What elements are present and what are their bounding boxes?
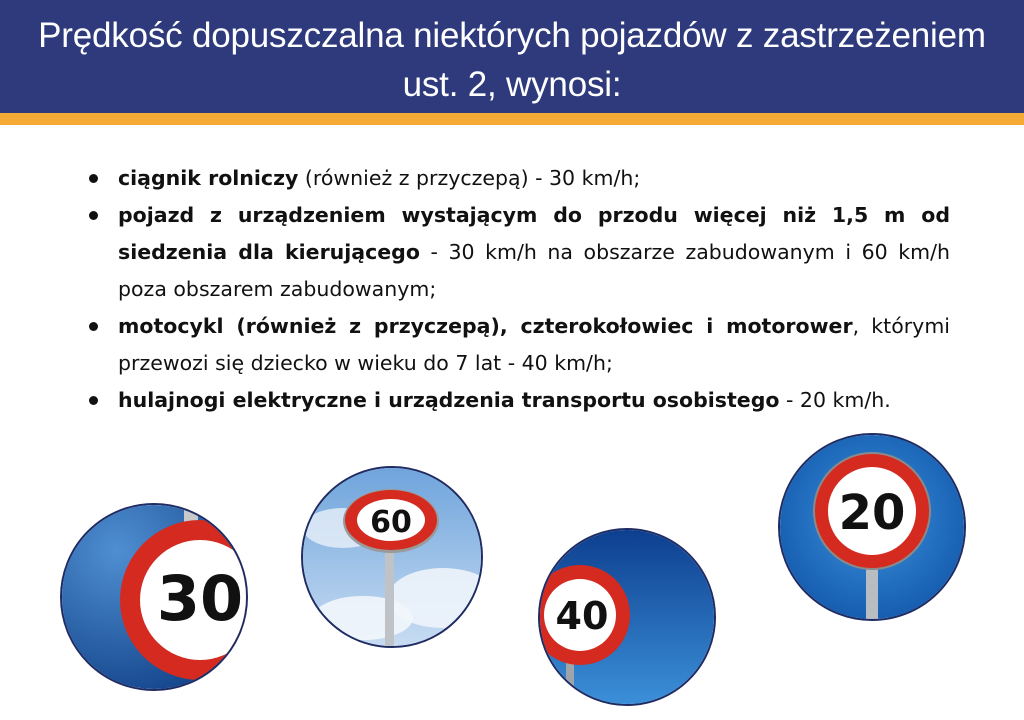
speed-sign-photo-30 (60, 503, 248, 691)
header-bar (0, 0, 1024, 113)
speed-sign-40-icon (540, 530, 714, 704)
speed-sign-60-icon (303, 468, 481, 646)
bullet-icon (89, 322, 98, 331)
bullet-icon (89, 396, 98, 405)
sign-number: 30 (156, 562, 244, 635)
list-item (88, 197, 950, 308)
bullet-list (88, 160, 950, 419)
sign-number: 40 (555, 594, 609, 638)
item-bold-text: ciągnik rolniczy (118, 166, 299, 190)
speed-limit-list (88, 160, 950, 419)
speed-sign-photo-60 (301, 466, 483, 648)
speed-sign-photo-20 (778, 433, 966, 621)
list-item (88, 308, 950, 382)
list-item (88, 382, 950, 419)
item-bold-text: pojazd z urządzeniem wystającym do przodu więcej niż 1,5 m od siedzenia dla kierującego (118, 203, 950, 264)
item-text: , którymi przewozi się dziecko w wieku do 7 lat - 40 km/h; (118, 314, 950, 375)
speed-sign-30-icon (62, 505, 246, 689)
item-bold-text: motocykl (również z przyczepą), czterokołowiec i motorower (118, 314, 853, 338)
bullet-icon (89, 211, 98, 220)
bullet-icon (89, 174, 98, 183)
speed-sign-photo-40 (538, 528, 716, 706)
sign-number: 60 (370, 505, 412, 540)
item-text: - 30 km/h na obszarze zabudowanym i 60 km/h poza obszarem zabudowanym; (118, 240, 950, 301)
page-title: Prędkość dopuszczalna niektórych pojazdów z zastrzeżeniem ust. 2, wynosi: (38, 16, 986, 104)
list-item (88, 160, 950, 197)
item-text: (również z przyczepą) - 30 km/h; (298, 166, 641, 190)
speed-sign-20-icon (780, 435, 964, 619)
sign-number: 20 (838, 485, 906, 541)
accent-stripe (0, 113, 1024, 125)
item-text: - 20 km/h. (779, 388, 891, 412)
item-bold-text: hulajnogi elektryczne i urządzenia transportu osobistego (118, 388, 780, 412)
